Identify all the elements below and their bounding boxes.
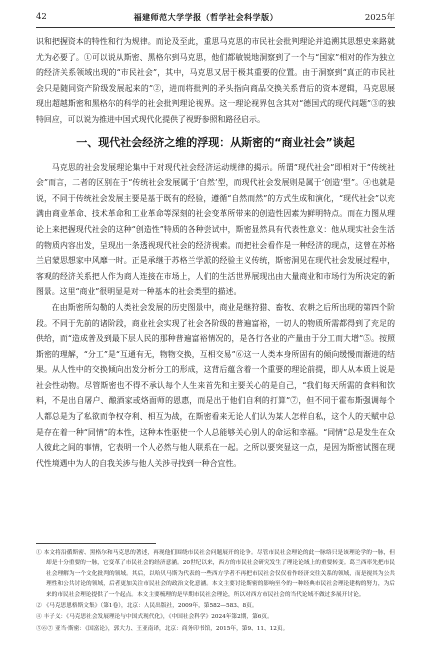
running-header — [36, 10, 395, 28]
section-title: 一、现代社会经济之维的浮现：从斯密的“商业社会”谈起 — [76, 135, 355, 149]
footnote — [36, 624, 395, 634]
footnote — [36, 601, 395, 611]
journal-title: 福建师范大学学报（哲学社会科学版） — [133, 11, 279, 22]
footnote-mark: ⑤⑥⑦ — [36, 625, 54, 632]
footnote-mark: ④ — [36, 614, 42, 621]
footnote-text: 亚当·斯密：《国富论》，郭大力、王亚南译，北京：商务印书馆，2015年，第9、11、12页。 — [54, 625, 289, 632]
intro-paragraph: 识和把握资本的特性和行为规律。而论及至此，重思马克思的市民社会批判理论并追溯其思想史来路就尤为必要了。①可以说从斯密、黑格尔到马克思，他们都敏锐地洞察到了一个与“国家”相对的作为独立的经济关系领域出现的“市民社会”，其中，马克思又居于极其重要的位置。由于洞察到“真正的市民社会只是随同资产阶级发展起来的”②，进而将批判的矛头指向商品交换关系背后的资本逻辑，马克思展现出超越斯密和黑格尔的科学的社会批判理论视界。这一理论视界包含其对“德国式的现代问题”③的独特回应，可以说为推进中国式现代化提供了视野参照和路径启示。 — [36, 37, 395, 124]
footnote-divider — [36, 543, 156, 544]
issue-year: 2025年 — [364, 13, 395, 23]
footnote — [36, 612, 395, 622]
footnote-mark: ① — [36, 550, 42, 556]
paragraph: 在由斯密所勾勒的人类社会发展的历史图景中，商业是继狩猎、畜牧、农耕之后所出现的第四个阶段。不同于先前的诸阶段，商业社会实现了社会各阶级的普遍富裕，一切人的物质所需都得到了充足的供给，而“造成普及到最下层人民的那种普遍富裕情况的，是各行各业的产量由于分工而大增”⑤。按照斯密的理解，“分工”是“互通有无，物物交换，互相交易”⑥这一人类本身所固有的倾向缓慢而渐进的结果。从人性中的交换倾向出发分析分工的形成，这背后蕴含着一个重要的理论前提，即人从本质上说是社会性动物。尽管斯密也不得不承认每个人生来首先和主要关心的是自己，“我们每天所需的食料和饮料，不是出自屠户、酿酒家或烙面师的恩惠，而是出于他们自利的打算”⑦，但不同于霍布斯强调每个人都总是为了私欲而争权夺利、相互为战，在斯密看来无论人们认为某人怎样自私，这个人的天赋中总是存在着一种“同情”的本性，这种本性驱使一个人总能够关心别人的命运和幸福。“同情”总是发生在众人彼此之间的事情，它表明一个人必然与他人联系在一起。之所以要突显这一点，是因为斯密试图在现代性境遇中为人的自我关涉与他人关涉寻找到一种合宜性。 — [36, 302, 395, 468]
page-number: 42 — [36, 12, 47, 22]
footnotes — [36, 548, 395, 635]
body-text — [36, 34, 395, 471]
footnote-text: 丰子义：《马克思社会发展理论与中国式现代化》，《中国社会科学》2024年第2期，第6页。 — [43, 614, 273, 621]
footnote — [36, 548, 395, 600]
footnote-text: 本文将沿循斯密、黑格尔和马克思的著述，再现他们围绕市民社会问题展开的论争。尽管市民社会理论的此一脉络只是该理论学的一脉，但却是十分重要的一脉，它变革了市民社会的经济意涵。20世纪以来，西方的市民社会研究发生了理论论域上的重要转变。葛兰西率先把市民社会理解为一个文化批判的领域。其后，以哈贝马斯为代表的一些西方学者不再把市民社会仅仅看作经济交往关系的领域，而是视其为公共理性和公共讨论的领域，后者更加关注市民社会的政治文化意涵。本文主要讨论斯密的影响至今的一种经典市民社会理论建构的努力，为后来的市民社会理论提供了一个起点。本文主要梳理的是早期市民社会理论，所以对西方市民社会的当代论域不做过多展开讨论。 — [43, 550, 396, 598]
footnote-mark: ② — [36, 603, 42, 610]
paragraph: 马克思的社会发展理论集中于对现代社会经济运动规律的揭示。所谓“现代社会”即相对于“传统社会”而言，二者的区别在于“传统社会发展属于‘自然’型，而现代社会发展则是属于‘创造’型”。④也就是说，不同于传统社会发展主要是基于既有的经验，遵循“自然而然”的方式生成和演化，“现代社会”以充满由商业革命、技术革命和工业革命等深刻的社会变革所带来的创造性因素为鲜明特点。而在力图从理论上来把握现代社会的这种“创造性”特质的各种尝试中，斯密显然具有代表性意义：他从现实社会生活的物质内容出发，呈现出一条透视现代社会的经济视索。而把社会看作是一种经济的现点，这曾在苏格兰启蒙思想家中风靡一时。正是承继于苏格兰学派的经验主义传统，斯密洞见在现代社会发展过程中，客观的经济关系把人作为商人连接在市场上，人们的生活世界展现出由大量商业和市场行为所决定的新图景。这里“商业”很明显是对一种基本的社会类型的描述。 — [36, 162, 395, 297]
footnote-text: 《马克思恩格斯文集》（第1卷），北京：人民出版社，2009年，第582—583、8页。 — [43, 603, 258, 610]
